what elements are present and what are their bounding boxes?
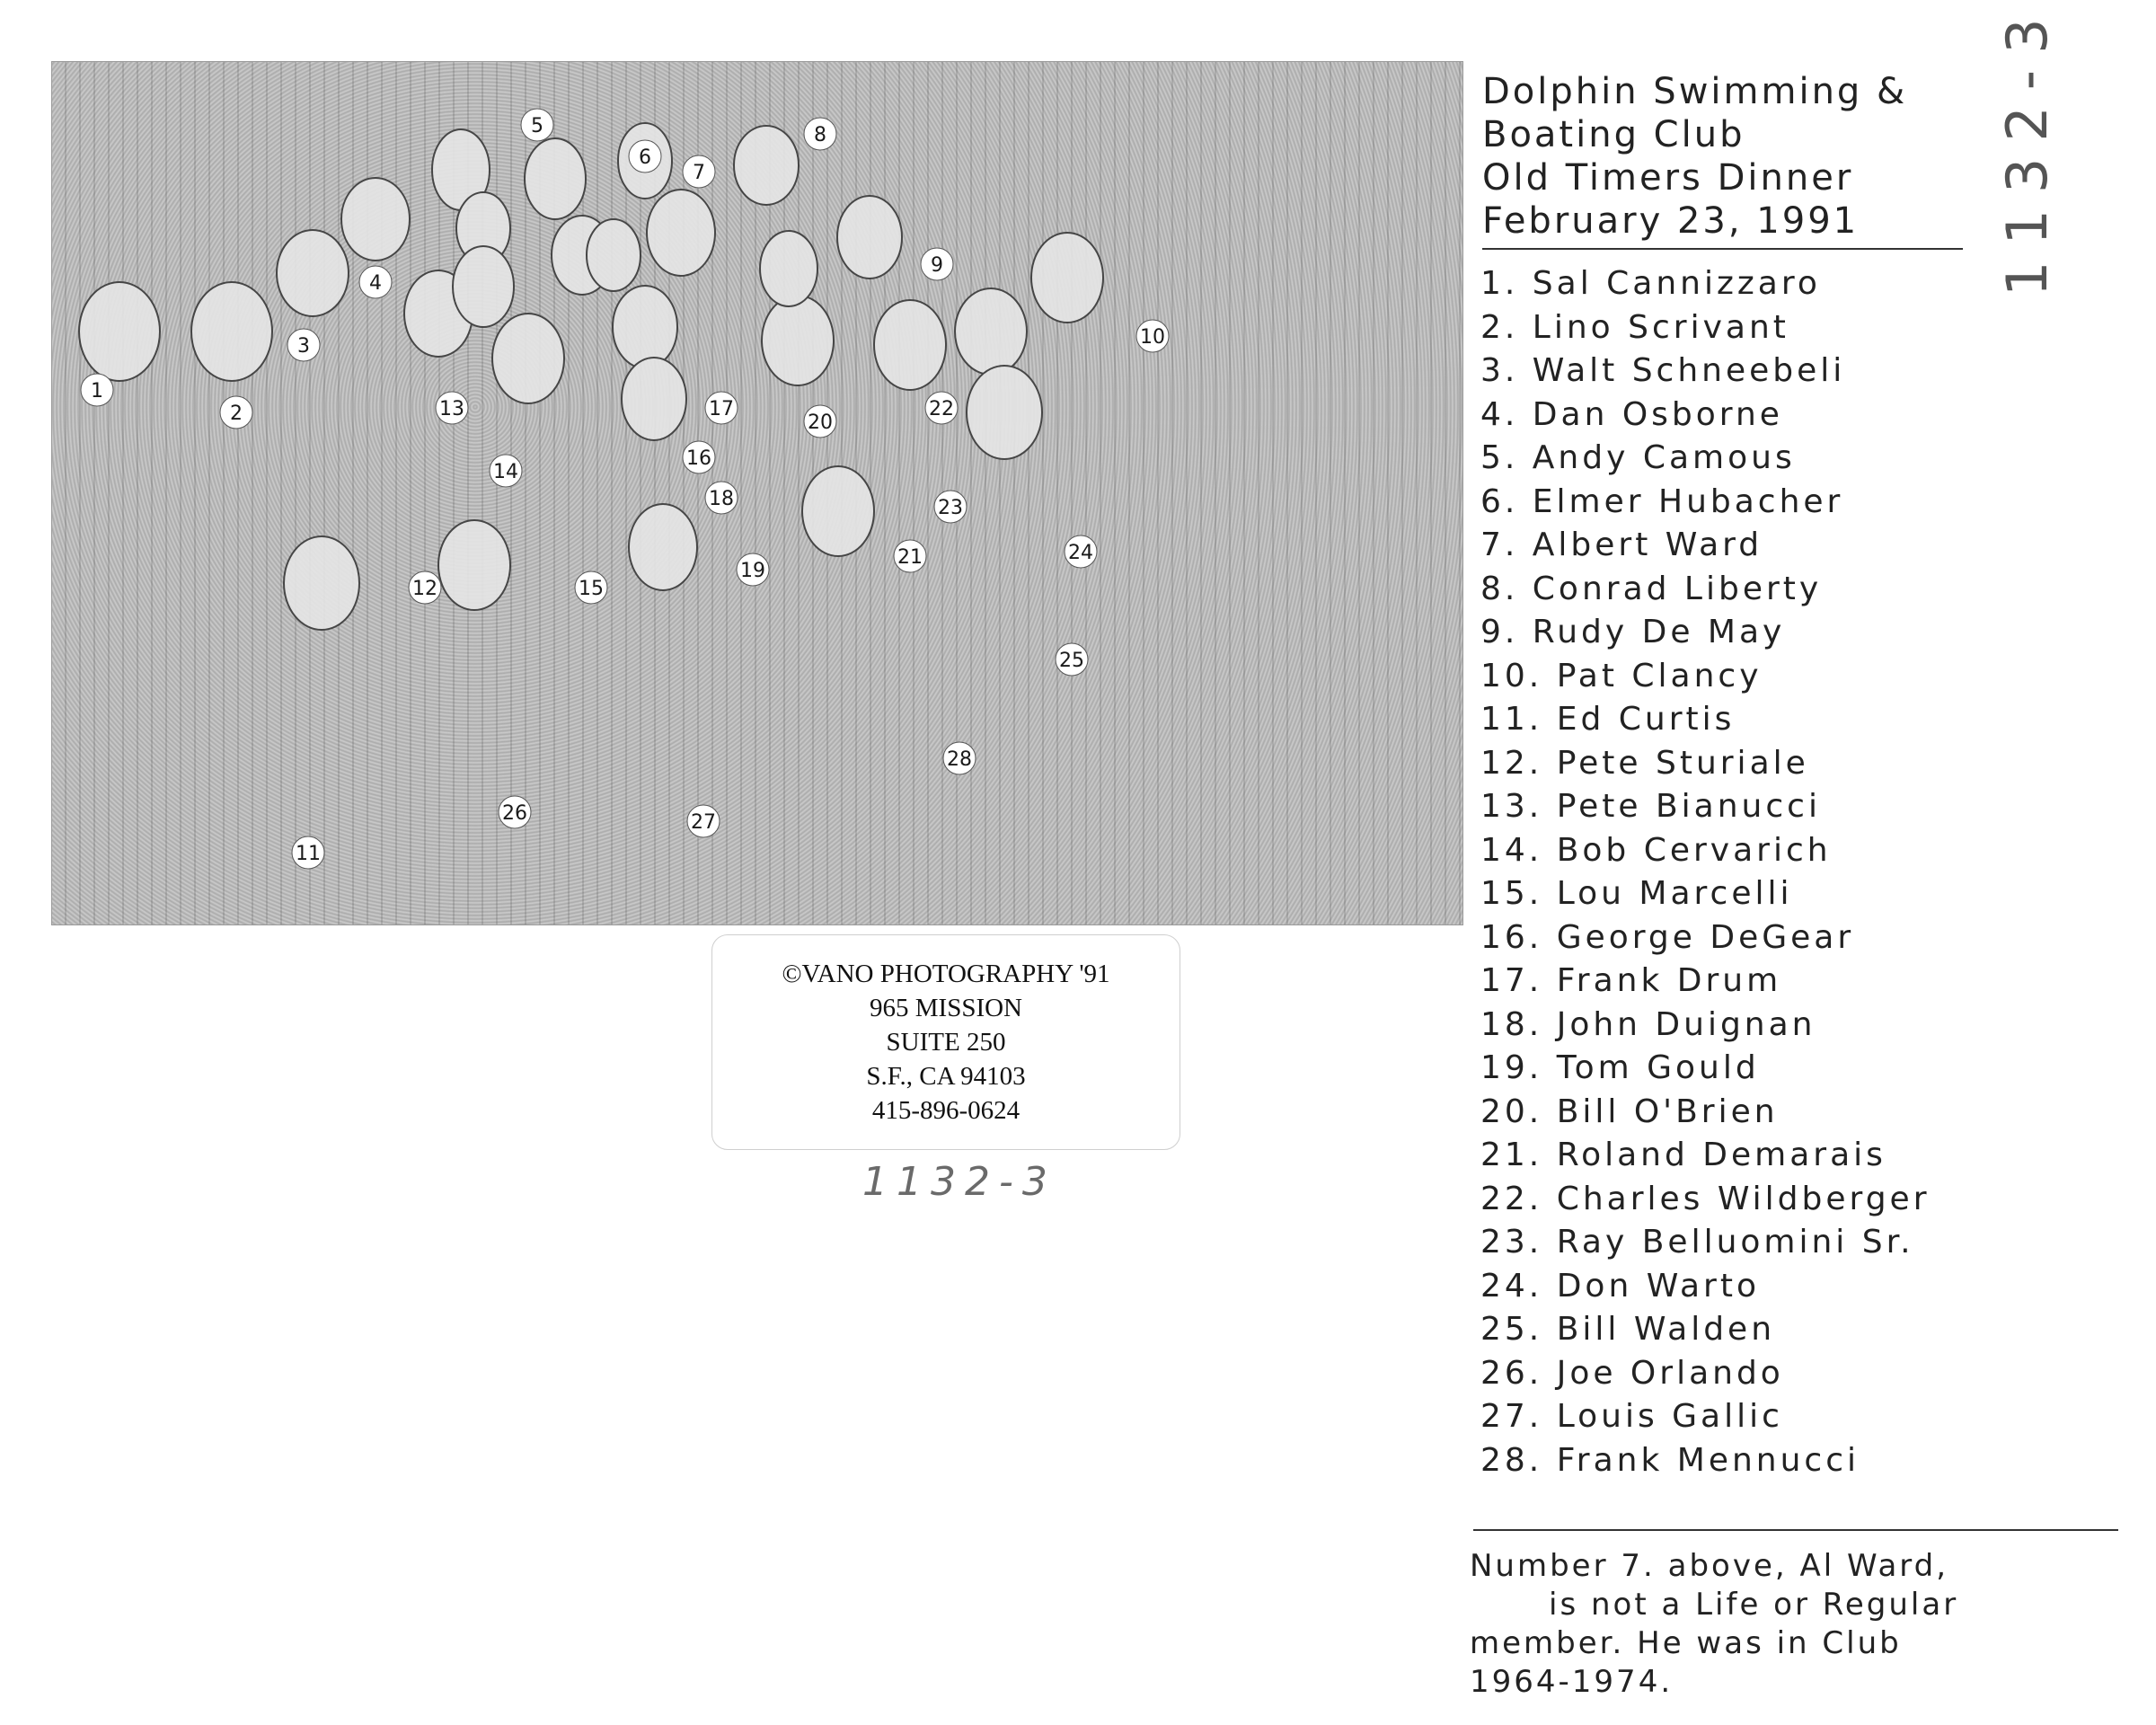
photo-marker [1056, 643, 1088, 676]
roster-entry: 22. Charles Wildberger [1480, 1180, 1931, 1217]
photo-marker-number: 6 [639, 146, 651, 169]
photo-marker-number: 1 [91, 380, 103, 402]
photo-marker-number: 16 [686, 447, 711, 470]
membership-note [1470, 1547, 2116, 1702]
photo-marker-number: 27 [691, 811, 716, 834]
stamp-city: S.F., CA 94103 [866, 1062, 1026, 1091]
roster-entry: 5. Andy Camous [1480, 439, 1796, 476]
photo-marker-number: 9 [931, 254, 943, 277]
photo-marker [687, 805, 720, 837]
roster-entry: 2. Lino Scrivant [1480, 308, 1789, 346]
title-line-4: February 23, 1991 [1482, 200, 1860, 242]
roster-entry: 20. Bill O'Brien [1480, 1092, 1779, 1130]
roster-entry: 27. Louis Gallic [1480, 1398, 1783, 1435]
roster-entry: 7. Albert Ward [1480, 526, 1763, 563]
catalog-number-bottom: 1132-3 [862, 1159, 1056, 1205]
stamp-copyright: ©VANO PHOTOGRAPHY '91 [782, 960, 1110, 988]
stamp-street: 965 MISSION [870, 994, 1022, 1022]
photo-marker-number: 12 [412, 578, 437, 600]
photo-marker-number: 15 [579, 578, 604, 600]
people-silhouettes [79, 123, 1103, 630]
photograph-canvas [52, 62, 1462, 924]
roster-entry: 18. John Duignan [1480, 1005, 1816, 1043]
photo-marker [705, 392, 738, 424]
title-line-1: Dolphin Swimming & [1482, 71, 1908, 112]
photo-marker [943, 742, 976, 774]
photo-marker-number: 20 [808, 411, 833, 434]
photo-marker-number: 8 [814, 124, 826, 146]
note-line-1: Number 7. above, Al Ward, [1470, 1548, 1949, 1584]
photo-marker-number: 10 [1140, 326, 1165, 349]
roster-entry: 16. George DeGear [1480, 918, 1855, 956]
roster-entry: 9. Rudy De May [1480, 614, 1786, 650]
catalog-number-side: 1132-3 [1994, 2, 2060, 296]
photo-marker-number: 24 [1068, 542, 1093, 564]
photo-marker [629, 140, 661, 172]
photo-marker [499, 796, 531, 828]
roster-entry: 13. Pete Bianucci [1480, 788, 1821, 825]
photo-marker [1065, 535, 1097, 568]
photo-marker-number: 11 [296, 843, 321, 865]
photo-marker [737, 553, 769, 586]
group-photograph [51, 61, 1463, 925]
photo-marker [220, 396, 252, 429]
photo-marker [359, 266, 392, 298]
photo-marker-number: 22 [929, 398, 954, 420]
roster-entry: 24. Don Warto [1480, 1267, 1760, 1305]
stamp-suite: SUITE 250 [886, 1028, 1006, 1057]
photo-marker [921, 248, 953, 280]
photo-marker-number: 25 [1059, 650, 1084, 672]
roster-entry: 25. Bill Walden [1480, 1311, 1776, 1348]
photo-marker-number: 7 [693, 162, 705, 184]
photo-marker [287, 329, 320, 361]
stamp-phone: 415-896-0624 [871, 1096, 1021, 1125]
roster-entry: 12. Pete Sturiale [1480, 744, 1809, 782]
photo-marker-number: 5 [531, 115, 543, 137]
photo-marker [436, 392, 468, 424]
photo-marker [934, 491, 967, 523]
event-title [1482, 70, 1985, 243]
roster-entry: 4. Dan Osborne [1480, 395, 1783, 433]
photo-marker [575, 571, 607, 604]
roster-entry: 10. Pat Clancy [1480, 657, 1763, 694]
photo-marker-number: 19 [740, 560, 765, 582]
photo-marker [292, 836, 324, 869]
photo-marker [1136, 320, 1169, 352]
roster-entry: 28. Frank Mennucci [1480, 1441, 1860, 1479]
photo-marker [804, 118, 836, 150]
roster-entry: 8. Conrad Liberty [1480, 570, 1823, 607]
photo-marker-number: 18 [709, 488, 734, 510]
roster-entry: 6. Elmer Hubacher [1480, 482, 1844, 520]
photographer-stamp [711, 934, 1180, 1150]
photo-marker-number: 28 [947, 748, 972, 771]
roster-entry: 11. Ed Curtis [1480, 701, 1736, 738]
photo-marker-number: 4 [369, 272, 382, 295]
photo-marker [521, 109, 553, 141]
photo-marker-number: 2 [230, 402, 243, 425]
roster-entry: 23. Ray Belluomini Sr. [1480, 1224, 1914, 1261]
photo-marker [705, 482, 738, 514]
roster-entry: 14. Bob Cervarich [1480, 831, 1832, 869]
title-line-2: Boating Club [1482, 114, 1745, 155]
roster-entry: 26. Joe Orlando [1480, 1354, 1784, 1392]
roster-entry: 19. Tom Gould [1480, 1049, 1760, 1086]
roster-entry: 3. Walt Schneebeli [1480, 352, 1846, 389]
photo-marker-number: 23 [938, 497, 963, 519]
roster-entry: 1. Sal Cannizzaro [1480, 265, 1821, 302]
roster-entry: 21. Roland Demarais [1480, 1137, 1886, 1173]
roster-entry: 15. Lou Marcelli [1480, 875, 1793, 912]
photo-marker [409, 571, 441, 604]
title-divider [1482, 248, 1963, 250]
photo-marker-number: 14 [493, 461, 518, 483]
photo-marker [925, 392, 958, 424]
note-line-3: member. He was in Club [1470, 1625, 1902, 1661]
photo-marker [490, 455, 522, 487]
photo-marker-number: 13 [439, 398, 464, 420]
note-divider [1473, 1529, 2118, 1531]
photo-marker-number: 17 [709, 398, 734, 420]
photo-marker [804, 405, 836, 438]
name-roster [1480, 262, 2019, 1482]
note-line-4: 1964-1974. [1470, 1664, 1674, 1700]
photo-marker [81, 374, 113, 406]
photo-marker [683, 155, 715, 188]
photo-marker-number: 3 [297, 335, 310, 358]
photo-marker-number: 26 [502, 802, 527, 825]
title-line-3: Old Timers Dinner [1482, 157, 1854, 199]
roster-entry: 17. Frank Drum [1480, 962, 1782, 999]
photo-marker [894, 540, 926, 572]
note-line-2: is not a Life or Regular [1549, 1587, 1959, 1623]
photo-marker-number: 21 [897, 546, 923, 569]
photo-marker [683, 441, 715, 473]
